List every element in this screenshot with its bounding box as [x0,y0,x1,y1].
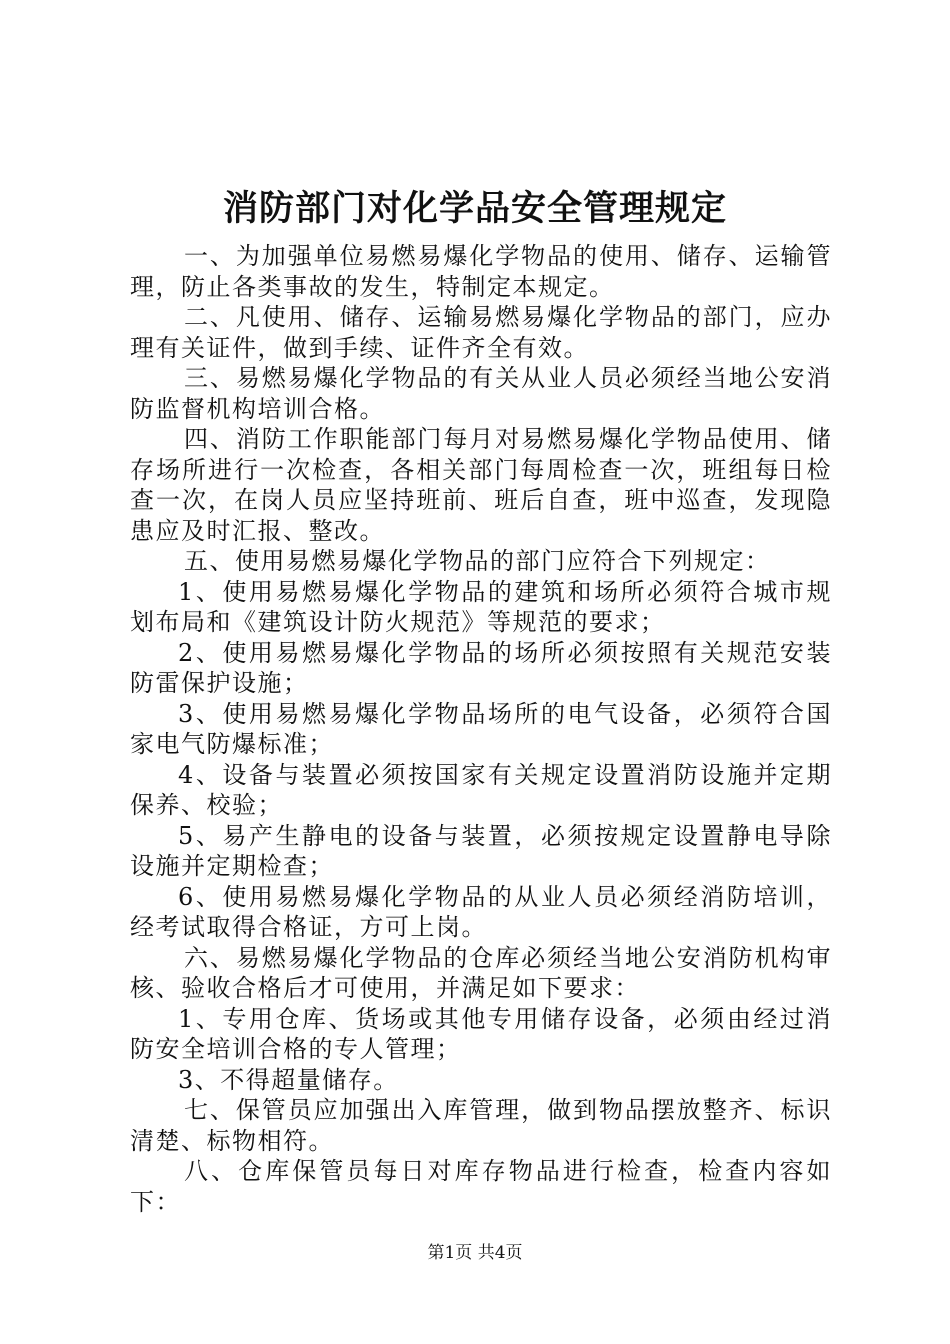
page-footer: 第1页 共4页 [427,1243,523,1263]
list-item: 3、使用易燃易爆化学物品场所的电气设备，必须符合国家电气防爆标准； [130,699,832,758]
paragraph: 二、凡使用、储存、运输易燃易爆化学物品的部门，应办理有关证件，做到手续、证件齐全有效。 [130,303,832,362]
paragraph: 四、消防工作职能部门每月对易燃易爆化学物品使用、储存场所进行一次检查，各相关部门每周检查一次，班组每日检查一次，在岗人员应坚持班前、班后自查，班中巡查，发现隐患应及时汇报、整改。 [130,425,832,545]
document-title: 消防部门对化学品安全管理规定 [222,188,727,229]
list-item: 1、使用易燃易爆化学物品的建筑和场所必须符合城市规划布局和《建筑设计防火规范》等规范的要求； [130,577,832,636]
list-item: 5、易产生静电的设备与装置，必须按规定设置静电导除设施并定期检查； [130,821,832,880]
paragraph: 三、易燃易爆化学物品的有关从业人员必须经当地公安消防监督机构培训合格。 [130,364,832,423]
paragraph: 六、易燃易爆化学物品的仓库必须经当地公安消防机构审核、验收合格后才可使用，并满足如下要求： [130,943,832,1002]
list-item: 2、使用易燃易爆化学物品的场所必须按照有关规范安装防雷保护设施； [130,638,832,697]
document-body [130,241,832,1217]
list-item: 4、设备与装置必须按国家有关规定设置消防设施并定期保养、校验； [130,760,832,819]
list-item: 3、不得超量储存。 [178,1065,399,1094]
paragraph: 一、为加强单位易燃易爆化学物品的使用、储存、运输管理，防止各类事故的发生，特制定本规定。 [130,242,832,301]
list-item: 6、使用易燃易爆化学物品的从业人员必须经消防培训，经考试取得合格证，方可上岗。 [130,882,832,941]
list-item: 1、专用仓库、货场或其他专用储存设备，必须由经过消防安全培训合格的专人管理； [130,1004,832,1063]
paragraph: 八、仓库保管员每日对库存物品进行检查，检查内容如下： [130,1157,832,1216]
paragraph: 五、使用易燃易爆化学物品的部门应符合下列规定： [184,547,771,575]
paragraph: 七、保管员应加强出入库管理，做到物品摆放整齐、标识清楚、标物相符。 [130,1096,832,1155]
